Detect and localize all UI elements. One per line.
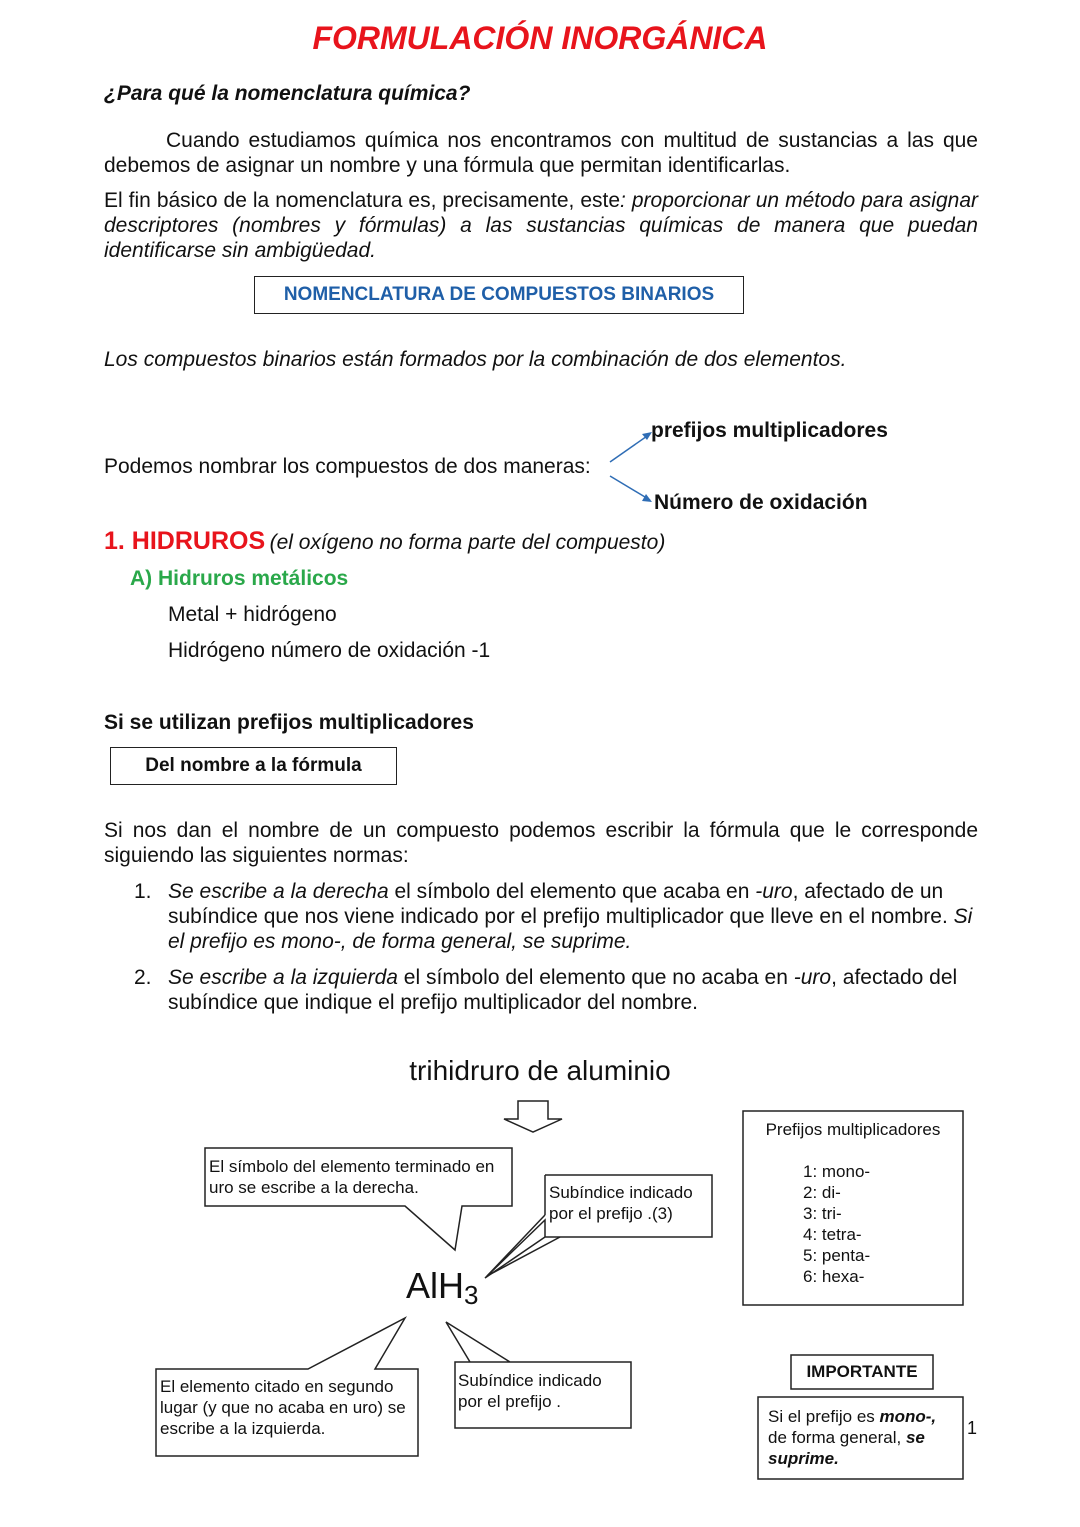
prefix-item-1: 1: mono- [803,1162,871,1181]
important-text [768,1406,958,1469]
arrow-head-oxidacion [642,494,652,502]
compound-name: trihidruro de aluminio [409,1055,671,1086]
rule-1-text-b: , afectado de un subíndice que nos viene indicado por el prefijo multiplicador que lleve en el nombre. [168,880,954,928]
rule-2-number: 2. [134,966,152,989]
arrow-line-prefijos [610,434,650,462]
intro-p2-italic: : proporcionar un método para asignar descriptores (nombres y fórmulas) a las sustancias químicas de manera que puedan identificarse sin ambigüedad. [104,189,979,262]
nombre-formula-box: Del nombre a la fórmula [110,747,397,785]
prefix-item-3: 3: tri- [803,1204,842,1223]
important-text-bold2: se suprime. [768,1428,925,1468]
two-ways-label: Podemos nombrar los compuestos de dos maneras: [104,455,591,478]
intro-paragraph-1: Cuando estudiamos química nos encontramos con multitud de sustancias a las que debemos de asignar un nombre y una fórmula que permitan identificarlas. [104,129,978,177]
hidruros-heading: 1. HIDRUROS [104,527,266,555]
prefix-section-intro: Si nos dan el nombre de un compuesto podemos escribir la fórmula que le corresponde siguiendo las siguientes normas: [104,819,978,867]
section-box-binary: NOMENCLATURA DE COMPUESTOS BINARIOS [254,276,744,314]
prefix-item-2: 2: di- [803,1183,841,1202]
question-heading: ¿Para qué la nomenclatura química? [104,82,471,105]
formula [406,1265,479,1310]
hidruros-note: (el oxígeno no forma parte del compuesto) [269,531,666,554]
rule-2-suffix: -uro [793,966,832,989]
important-text-mid: de forma general, [768,1428,906,1447]
formula-subscript: 3 [464,1280,479,1310]
rule-1-italic-start: Se escribe a la derecha [168,880,389,903]
prefix-section-heading: Si se utilizan prefijos multiplicadores [104,711,474,734]
page-title: FORMULACIÓN INORGÁNICA [312,20,768,56]
hidruros-metalicos-heading: A) Hidruros metálicos [130,567,349,590]
callout-subscript-text: Subíndice indicado por el prefijo . [458,1371,602,1411]
rule-2-text-a: el símbolo del elemento que no acaba en [397,966,794,989]
rule-2-text-b: , afectado del subíndice que indique el prefijo multiplicador del nombre. [168,966,958,1014]
formula-main: AlH [406,1265,465,1306]
option-prefijos: prefijos multiplicadores [651,419,888,442]
callout-left-element-text: El elemento citado en segundo lugar (y que no acaba en uro) se escribe a la izquierda. [160,1377,406,1438]
arrow-line-oxidacion [610,476,650,500]
down-arrow-shape [504,1101,562,1132]
prefix-item-4: 4: tetra- [803,1225,862,1244]
prefix-item-5: 5: penta- [803,1246,871,1265]
rule-1-suffix: -uro [755,880,793,903]
important-text-start: Si el prefijo es [768,1407,880,1426]
rule-1-number: 1. [134,880,152,903]
rule-1-italic-end: Si el prefijo es mono-, de forma general, se suprime. [168,905,973,953]
callout-subscript-3-text: Subíndice indicado por el prefijo .(3) [549,1183,693,1223]
important-label: IMPORTANTE [806,1362,918,1381]
prefix-table-title: Prefijos multiplicadores [765,1120,941,1139]
prefix-table-list [803,1161,870,1287]
intro-p2-start: El fin básico de la nomenclatura es, precisamente, este [104,189,621,212]
important-text-bold: mono-, [879,1407,937,1426]
callout-right-element-text: El símbolo del elemento terminado en uro se escribe a la derecha. [209,1157,495,1197]
binary-definition: Los compuestos binarios están formados por la combinación de dos elementos. [104,348,847,371]
option-oxidacion: Número de oxidación [654,491,868,514]
page-number: 1 [967,1418,978,1438]
hidruros-line-1: Metal + hidrógeno [168,603,337,626]
rule-1-text-a: el símbolo del elemento que acaba en [388,880,756,903]
hidruros-line-2: Hidrógeno número de oxidación -1 [168,639,491,662]
rule-2-italic-start: Se escribe a la izquierda [168,966,398,989]
prefix-item-6: 6: hexa- [803,1267,865,1286]
